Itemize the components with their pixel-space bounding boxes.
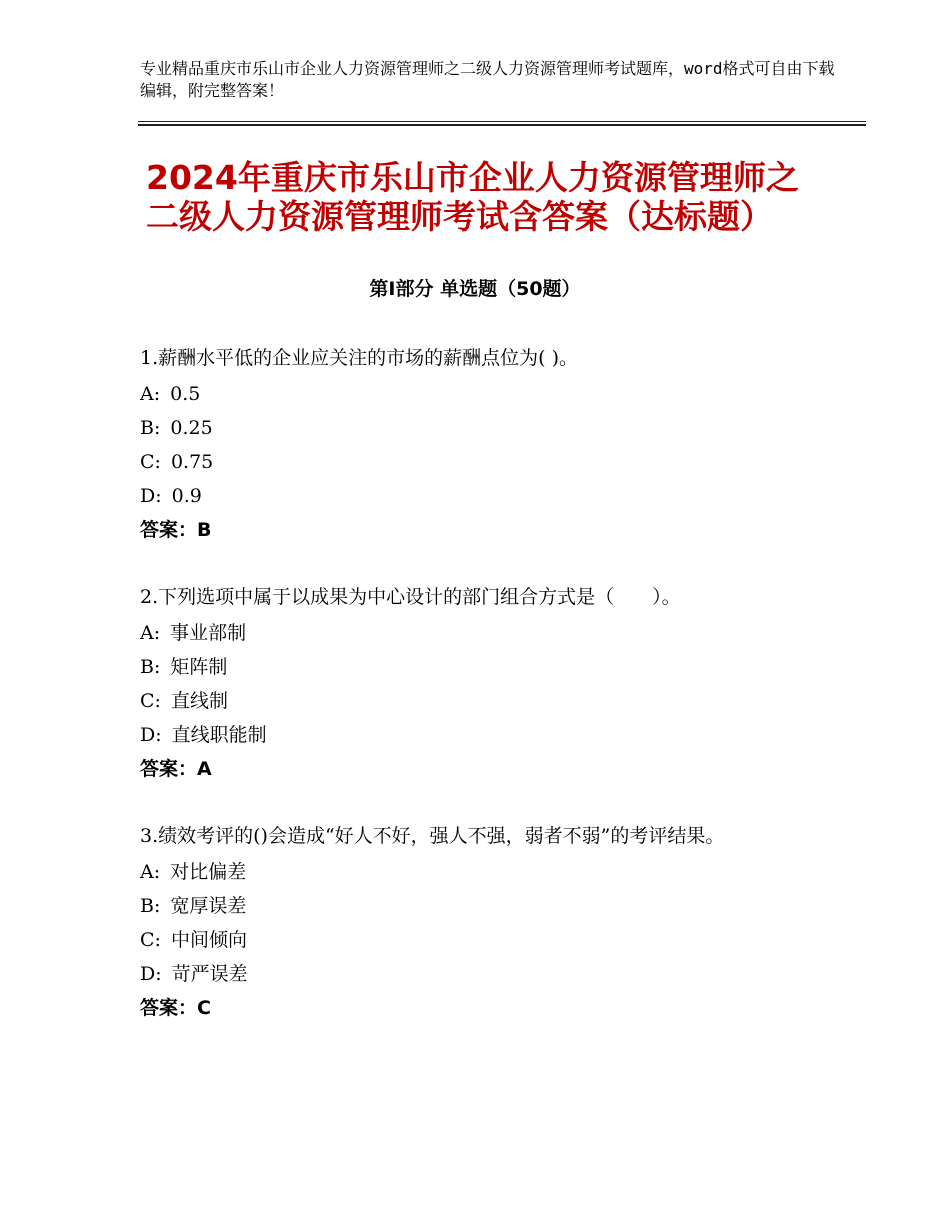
option-letter: D:	[140, 963, 162, 985]
option-text: 宽厚误差	[170, 895, 247, 917]
option-d	[140, 718, 820, 752]
option-letter: D:	[140, 485, 162, 507]
option-a	[140, 616, 820, 650]
option-text: 事业部制	[170, 622, 247, 644]
option-text: 中间倾向	[170, 929, 247, 951]
option-letter: A:	[140, 861, 161, 883]
option-text: 0.25	[170, 417, 213, 439]
document-title-line-1: 2024年重庆市乐山市企业人力资源管理师之	[146, 158, 799, 197]
option-d	[140, 479, 820, 513]
question-stem: 1.薪酬水平低的企业应关注的市场的薪酬点位为( )。	[140, 347, 578, 369]
option-text: 直线制	[170, 690, 228, 712]
option-c	[140, 445, 820, 479]
question-list	[140, 343, 820, 1060]
question-1	[140, 343, 820, 547]
option-letter: C:	[140, 929, 161, 951]
option-letter: A:	[140, 383, 161, 405]
question-3	[140, 821, 820, 1025]
option-a	[140, 377, 820, 411]
option-c	[140, 923, 820, 957]
option-text: 苛严误差	[171, 963, 248, 985]
answer-line: 答案：B	[140, 519, 212, 541]
document-title	[146, 158, 846, 236]
option-text: 0.75	[170, 451, 214, 473]
option-d	[140, 957, 820, 991]
option-b	[140, 650, 820, 684]
question-stem: 3.绩效考评的()会造成“好人不好，强人不强，弱者不弱”的考评结果。	[140, 825, 725, 847]
option-a	[140, 855, 820, 889]
section-heading: 第Ⅰ部分 单选题（50题）	[369, 278, 581, 300]
header-divider-thin	[138, 121, 866, 122]
option-text: 0.9	[171, 485, 202, 507]
header-note: 专业精品重庆市乐山市企业人力资源管理师之二级人力资源管理师考试题库，word格式可自由下载编辑，附完整答案！	[140, 59, 835, 100]
header-divider-thick	[138, 124, 866, 126]
option-b	[140, 889, 820, 923]
option-text: 对比偏差	[170, 861, 247, 883]
question-2	[140, 582, 820, 786]
answer-line: 答案：A	[140, 758, 212, 780]
option-text: 0.5	[170, 383, 201, 405]
answer-line: 答案：C	[140, 997, 211, 1019]
option-b	[140, 411, 820, 445]
option-letter: D:	[140, 724, 162, 746]
option-letter: A:	[140, 622, 161, 644]
option-c	[140, 684, 820, 718]
option-text: 直线职能制	[171, 724, 267, 746]
document-title-line-2: 二级人力资源管理师考试含答案（达标题）	[146, 197, 773, 236]
option-letter: B:	[140, 417, 161, 439]
question-stem: 2.下列选项中属于以成果为中心设计的部门组合方式是（ ）。	[140, 586, 681, 608]
option-letter: C:	[140, 451, 161, 473]
option-letter: B:	[140, 895, 161, 917]
option-letter: B:	[140, 656, 161, 678]
option-text: 矩阵制	[170, 656, 228, 678]
option-letter: C:	[140, 690, 161, 712]
